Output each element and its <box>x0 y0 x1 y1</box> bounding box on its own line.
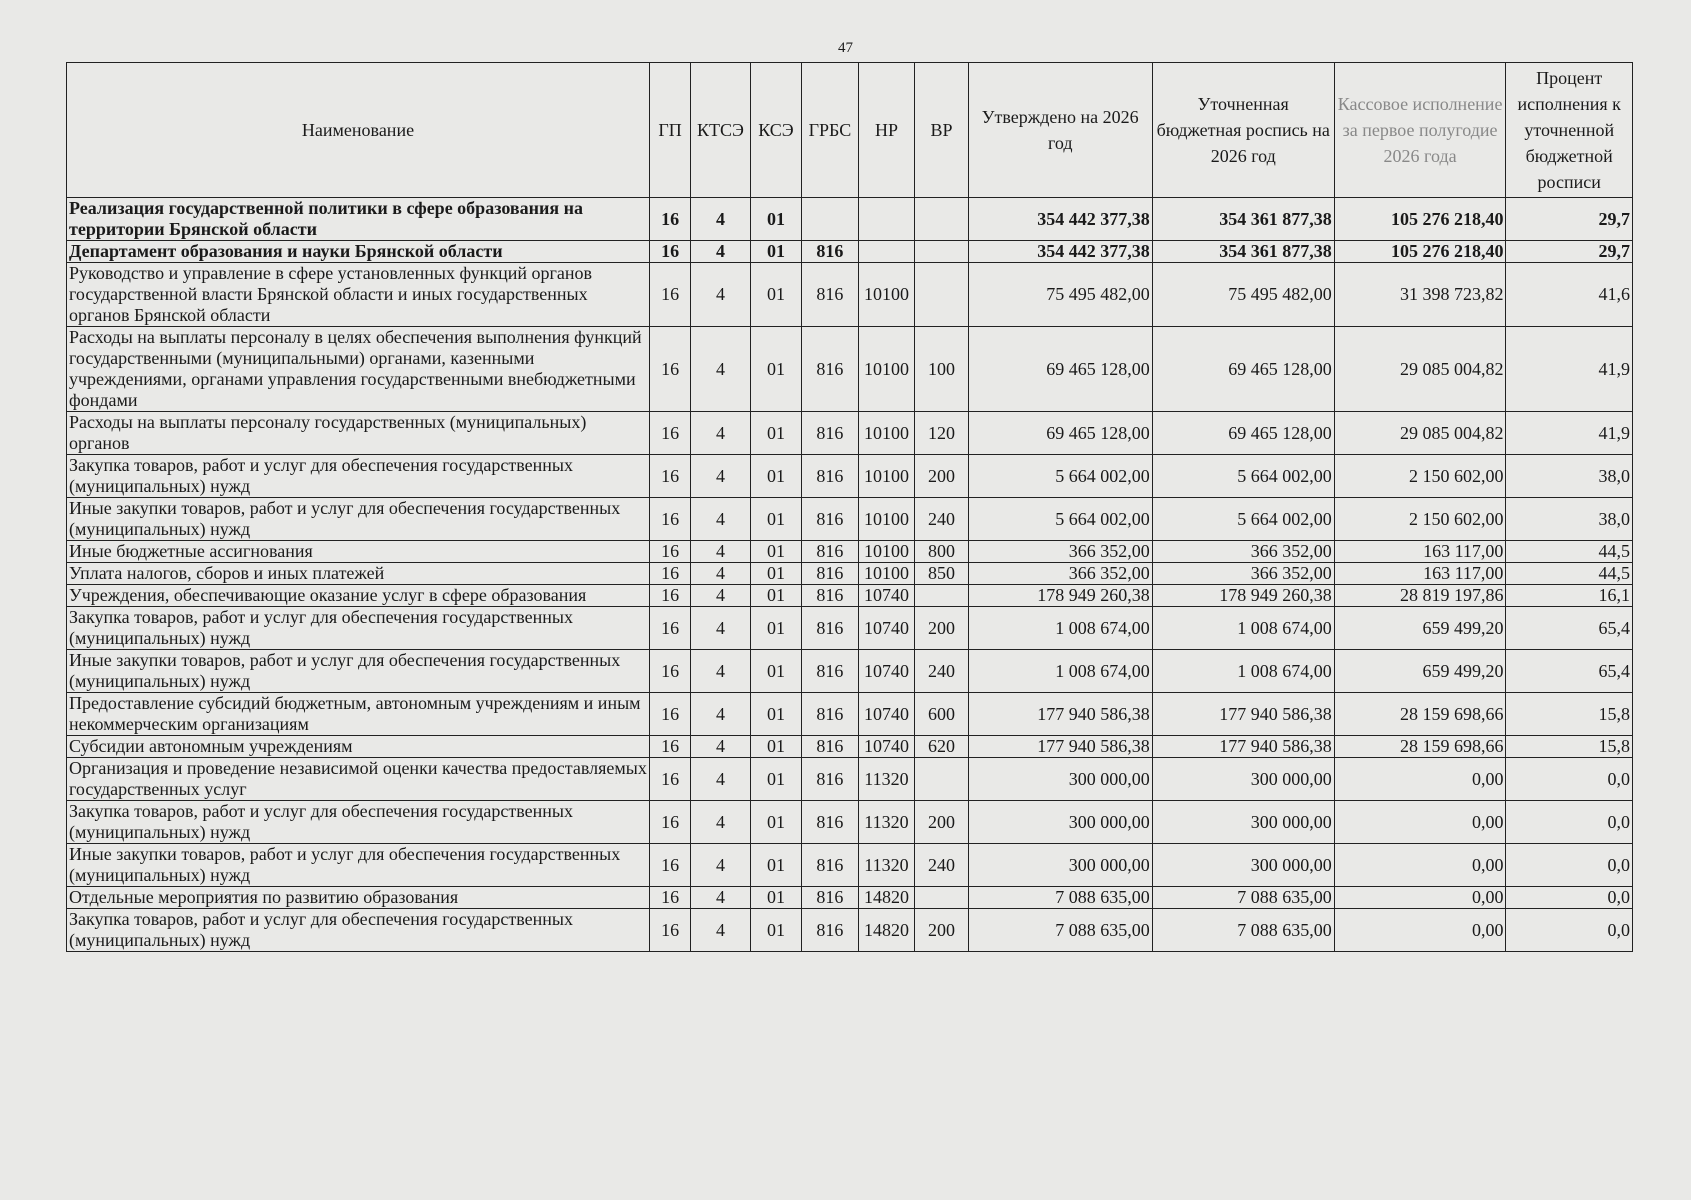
cell-vr: 120 <box>915 412 968 455</box>
cell-revised: 300 000,00 <box>1152 844 1334 887</box>
cell-name: Реализация государственной политики в сфере образования на территории Брянской области <box>67 198 650 241</box>
cell-nr: 14820 <box>858 909 915 952</box>
cell-percent: 29,7 <box>1506 241 1633 263</box>
cell-cash: 659 499,20 <box>1334 607 1506 650</box>
cell-kse: 01 <box>750 263 801 327</box>
cell-kse: 01 <box>750 650 801 693</box>
cell-nr: 10740 <box>858 585 915 607</box>
cell-gp: 16 <box>650 693 691 736</box>
cell-kse: 01 <box>750 412 801 455</box>
cell-gp: 16 <box>650 887 691 909</box>
cell-name: Отдельные мероприятия по развитию образования <box>67 887 650 909</box>
cell-cash: 29 085 004,82 <box>1334 327 1506 412</box>
cell-percent: 41,9 <box>1506 327 1633 412</box>
table-row <box>67 887 1633 909</box>
table-row <box>67 563 1633 585</box>
cell-vr <box>915 198 968 241</box>
cell-grbs: 816 <box>802 455 859 498</box>
cell-ktse: 4 <box>691 844 751 887</box>
header-ktse: КТСЭ <box>691 63 751 198</box>
cell-kse: 01 <box>750 693 801 736</box>
cell-vr: 200 <box>915 909 968 952</box>
cell-cash: 29 085 004,82 <box>1334 412 1506 455</box>
cell-gp: 16 <box>650 607 691 650</box>
page-number: 47 <box>838 40 853 56</box>
cell-percent: 41,9 <box>1506 412 1633 455</box>
cell-percent: 0,0 <box>1506 801 1633 844</box>
table-row <box>67 909 1633 952</box>
cell-nr: 11320 <box>858 758 915 801</box>
cell-revised: 75 495 482,00 <box>1152 263 1334 327</box>
cell-revised: 69 465 128,00 <box>1152 412 1334 455</box>
cell-kse: 01 <box>750 801 801 844</box>
cell-approved: 354 442 377,38 <box>968 198 1152 241</box>
cell-approved: 7 088 635,00 <box>968 887 1152 909</box>
cell-grbs: 816 <box>802 736 859 758</box>
cell-approved: 69 465 128,00 <box>968 327 1152 412</box>
cell-ktse: 4 <box>691 198 751 241</box>
cell-grbs: 816 <box>802 263 859 327</box>
cell-name: Расходы на выплаты персоналу в целях обеспечения выполнения функций государственными (муниципальными) органами, казенными учреждениями, органами управления государственными внебюджетными фондами <box>67 327 650 412</box>
cell-percent: 16,1 <box>1506 585 1633 607</box>
cell-vr <box>915 241 968 263</box>
cell-approved: 300 000,00 <box>968 844 1152 887</box>
cell-cash: 28 159 698,66 <box>1334 693 1506 736</box>
cell-name: Закупка товаров, работ и услуг для обеспечения государственных (муниципальных) нужд <box>67 455 650 498</box>
cell-revised: 178 949 260,38 <box>1152 585 1334 607</box>
table-row <box>67 844 1633 887</box>
header-row <box>67 63 1633 198</box>
cell-nr: 10100 <box>858 498 915 541</box>
table-row <box>67 758 1633 801</box>
cell-ktse: 4 <box>691 736 751 758</box>
cell-approved: 5 664 002,00 <box>968 455 1152 498</box>
cell-vr: 100 <box>915 327 968 412</box>
cell-nr: 10100 <box>858 563 915 585</box>
cell-name: Уплата налогов, сборов и иных платежей <box>67 563 650 585</box>
cell-grbs: 816 <box>802 585 859 607</box>
cell-kse: 01 <box>750 563 801 585</box>
cell-kse: 01 <box>750 909 801 952</box>
table-row <box>67 736 1633 758</box>
cell-cash: 28 159 698,66 <box>1334 736 1506 758</box>
cell-grbs: 816 <box>802 498 859 541</box>
cell-percent: 29,7 <box>1506 198 1633 241</box>
header-kse: КСЭ <box>750 63 801 198</box>
cell-vr: 240 <box>915 844 968 887</box>
cell-approved: 300 000,00 <box>968 758 1152 801</box>
cell-revised: 366 352,00 <box>1152 541 1334 563</box>
cell-kse: 01 <box>750 736 801 758</box>
header-approved: Утверждено на 2026 год <box>968 63 1152 198</box>
header-grbs: ГРБС <box>802 63 859 198</box>
cell-ktse: 4 <box>691 498 751 541</box>
cell-percent: 0,0 <box>1506 758 1633 801</box>
cell-ktse: 4 <box>691 650 751 693</box>
cell-approved: 366 352,00 <box>968 541 1152 563</box>
cell-vr <box>915 585 968 607</box>
cell-nr <box>858 241 915 263</box>
table-row <box>67 198 1633 241</box>
cell-nr: 14820 <box>858 887 915 909</box>
cell-name: Учреждения, обеспечивающие оказание услуг в сфере образования <box>67 585 650 607</box>
cell-grbs: 816 <box>802 650 859 693</box>
cell-kse: 01 <box>750 541 801 563</box>
cell-percent: 0,0 <box>1506 909 1633 952</box>
cell-grbs: 816 <box>802 844 859 887</box>
cell-approved: 178 949 260,38 <box>968 585 1152 607</box>
cell-gp: 16 <box>650 801 691 844</box>
cell-percent: 38,0 <box>1506 455 1633 498</box>
cell-vr: 240 <box>915 650 968 693</box>
cell-cash: 0,00 <box>1334 909 1506 952</box>
cell-gp: 16 <box>650 241 691 263</box>
cell-nr: 10100 <box>858 263 915 327</box>
cell-grbs: 816 <box>802 607 859 650</box>
cell-percent: 65,4 <box>1506 650 1633 693</box>
cell-cash: 163 117,00 <box>1334 541 1506 563</box>
table-row <box>67 693 1633 736</box>
cell-grbs: 816 <box>802 412 859 455</box>
cell-revised: 7 088 635,00 <box>1152 909 1334 952</box>
cell-approved: 354 442 377,38 <box>968 241 1152 263</box>
table-row <box>67 455 1633 498</box>
table-row <box>67 541 1633 563</box>
cell-cash: 105 276 218,40 <box>1334 241 1506 263</box>
cell-grbs: 816 <box>802 693 859 736</box>
cell-nr: 11320 <box>858 844 915 887</box>
cell-name: Закупка товаров, работ и услуг для обеспечения государственных (муниципальных) нужд <box>67 909 650 952</box>
cell-percent: 0,0 <box>1506 844 1633 887</box>
cell-revised: 5 664 002,00 <box>1152 455 1334 498</box>
cell-ktse: 4 <box>691 887 751 909</box>
cell-gp: 16 <box>650 498 691 541</box>
cell-approved: 1 008 674,00 <box>968 650 1152 693</box>
cell-name: Организация и проведение независимой оценки качества предоставляемых государственных услуг <box>67 758 650 801</box>
cell-gp: 16 <box>650 263 691 327</box>
cell-vr: 850 <box>915 563 968 585</box>
cell-grbs: 816 <box>802 327 859 412</box>
cell-percent: 15,8 <box>1506 736 1633 758</box>
cell-vr <box>915 263 968 327</box>
table-row <box>67 650 1633 693</box>
cell-gp: 16 <box>650 909 691 952</box>
budget-table <box>66 62 1633 952</box>
cell-ktse: 4 <box>691 412 751 455</box>
cell-vr: 200 <box>915 455 968 498</box>
cell-nr: 10740 <box>858 607 915 650</box>
cell-nr <box>858 198 915 241</box>
cell-grbs: 816 <box>802 909 859 952</box>
cell-approved: 300 000,00 <box>968 801 1152 844</box>
table-row <box>67 263 1633 327</box>
table-body <box>67 198 1633 952</box>
cell-ktse: 4 <box>691 693 751 736</box>
cell-kse: 01 <box>750 455 801 498</box>
cell-kse: 01 <box>750 241 801 263</box>
cell-kse: 01 <box>750 498 801 541</box>
cell-approved: 75 495 482,00 <box>968 263 1152 327</box>
cell-gp: 16 <box>650 844 691 887</box>
cell-ktse: 4 <box>691 607 751 650</box>
cell-revised: 1 008 674,00 <box>1152 650 1334 693</box>
cell-cash: 0,00 <box>1334 801 1506 844</box>
cell-vr <box>915 887 968 909</box>
cell-revised: 1 008 674,00 <box>1152 607 1334 650</box>
cell-grbs: 816 <box>802 887 859 909</box>
header-percent: Процент исполнения к уточненной бюджетной росписи <box>1506 63 1633 198</box>
cell-approved: 7 088 635,00 <box>968 909 1152 952</box>
cell-revised: 354 361 877,38 <box>1152 241 1334 263</box>
cell-cash: 659 499,20 <box>1334 650 1506 693</box>
cell-nr: 10100 <box>858 541 915 563</box>
cell-approved: 177 940 586,38 <box>968 736 1152 758</box>
cell-cash: 0,00 <box>1334 758 1506 801</box>
cell-gp: 16 <box>650 585 691 607</box>
cell-percent: 44,5 <box>1506 563 1633 585</box>
cell-revised: 366 352,00 <box>1152 563 1334 585</box>
cell-vr: 240 <box>915 498 968 541</box>
cell-revised: 69 465 128,00 <box>1152 327 1334 412</box>
cell-gp: 16 <box>650 650 691 693</box>
cell-ktse: 4 <box>691 455 751 498</box>
cell-name: Предоставление субсидий бюджетным, автономным учреждениям и иным некоммерческим организациям <box>67 693 650 736</box>
cell-grbs <box>802 198 859 241</box>
cell-name: Закупка товаров, работ и услуг для обеспечения государственных (муниципальных) нужд <box>67 607 650 650</box>
header-vr: ВР <box>915 63 968 198</box>
cell-grbs: 816 <box>802 758 859 801</box>
cell-cash: 2 150 602,00 <box>1334 498 1506 541</box>
cell-cash: 0,00 <box>1334 844 1506 887</box>
cell-ktse: 4 <box>691 241 751 263</box>
cell-vr <box>915 758 968 801</box>
cell-kse: 01 <box>750 607 801 650</box>
cell-approved: 366 352,00 <box>968 563 1152 585</box>
table-row <box>67 585 1633 607</box>
cell-gp: 16 <box>650 541 691 563</box>
cell-name: Руководство и управление в сфере установленных функций органов государственной власти Брянской области и иных государственных органов Брянской области <box>67 263 650 327</box>
cell-ktse: 4 <box>691 801 751 844</box>
cell-cash: 2 150 602,00 <box>1334 455 1506 498</box>
cell-nr: 10740 <box>858 736 915 758</box>
table-row <box>67 801 1633 844</box>
header-revised: Уточненная бюджетная роспись на 2026 год <box>1152 63 1334 198</box>
cell-name: Субсидии автономным учреждениям <box>67 736 650 758</box>
cell-name: Расходы на выплаты персоналу государственных (муниципальных) органов <box>67 412 650 455</box>
cell-approved: 5 664 002,00 <box>968 498 1152 541</box>
cell-vr: 200 <box>915 607 968 650</box>
cell-revised: 5 664 002,00 <box>1152 498 1334 541</box>
cell-name: Иные закупки товаров, работ и услуг для обеспечения государственных (муниципальных) нужд <box>67 650 650 693</box>
cell-gp: 16 <box>650 455 691 498</box>
cell-revised: 7 088 635,00 <box>1152 887 1334 909</box>
header-gp: ГП <box>650 63 691 198</box>
cell-revised: 300 000,00 <box>1152 801 1334 844</box>
cell-ktse: 4 <box>691 758 751 801</box>
cell-cash: 28 819 197,86 <box>1334 585 1506 607</box>
cell-ktse: 4 <box>691 563 751 585</box>
cell-cash: 163 117,00 <box>1334 563 1506 585</box>
cell-kse: 01 <box>750 887 801 909</box>
cell-percent: 44,5 <box>1506 541 1633 563</box>
cell-kse: 01 <box>750 758 801 801</box>
cell-gp: 16 <box>650 198 691 241</box>
cell-gp: 16 <box>650 736 691 758</box>
cell-kse: 01 <box>750 327 801 412</box>
cell-nr: 10740 <box>858 650 915 693</box>
table-row <box>67 498 1633 541</box>
header-cash: Кассовое исполнение за первое полугодие 2026 года <box>1334 63 1506 198</box>
cell-grbs: 816 <box>802 541 859 563</box>
cell-ktse: 4 <box>691 263 751 327</box>
cell-gp: 16 <box>650 412 691 455</box>
cell-kse: 01 <box>750 198 801 241</box>
cell-nr: 10740 <box>858 693 915 736</box>
cell-nr: 10100 <box>858 327 915 412</box>
table-row <box>67 327 1633 412</box>
cell-gp: 16 <box>650 327 691 412</box>
cell-percent: 41,6 <box>1506 263 1633 327</box>
cell-cash: 105 276 218,40 <box>1334 198 1506 241</box>
table-row <box>67 241 1633 263</box>
cell-percent: 0,0 <box>1506 887 1633 909</box>
cell-nr: 10100 <box>858 412 915 455</box>
cell-gp: 16 <box>650 563 691 585</box>
cell-vr: 800 <box>915 541 968 563</box>
cell-name: Иные закупки товаров, работ и услуг для обеспечения государственных (муниципальных) нужд <box>67 498 650 541</box>
cell-grbs: 816 <box>802 241 859 263</box>
cell-revised: 300 000,00 <box>1152 758 1334 801</box>
cell-percent: 65,4 <box>1506 607 1633 650</box>
cell-vr: 620 <box>915 736 968 758</box>
cell-revised: 354 361 877,38 <box>1152 198 1334 241</box>
cell-approved: 69 465 128,00 <box>968 412 1152 455</box>
cell-cash: 31 398 723,82 <box>1334 263 1506 327</box>
cell-kse: 01 <box>750 844 801 887</box>
cell-percent: 15,8 <box>1506 693 1633 736</box>
cell-name: Иные бюджетные ассигнования <box>67 541 650 563</box>
cell-vr: 600 <box>915 693 968 736</box>
cell-revised: 177 940 586,38 <box>1152 693 1334 736</box>
cell-nr: 10100 <box>858 455 915 498</box>
cell-ktse: 4 <box>691 541 751 563</box>
cell-grbs: 816 <box>802 801 859 844</box>
cell-ktse: 4 <box>691 327 751 412</box>
cell-name: Иные закупки товаров, работ и услуг для обеспечения государственных (муниципальных) нужд <box>67 844 650 887</box>
header-name: Наименование <box>67 63 650 198</box>
cell-approved: 1 008 674,00 <box>968 607 1152 650</box>
cell-revised: 177 940 586,38 <box>1152 736 1334 758</box>
header-nr: НР <box>858 63 915 198</box>
cell-name: Закупка товаров, работ и услуг для обеспечения государственных (муниципальных) нужд <box>67 801 650 844</box>
cell-cash: 0,00 <box>1334 887 1506 909</box>
cell-nr: 11320 <box>858 801 915 844</box>
table-row <box>67 607 1633 650</box>
cell-percent: 38,0 <box>1506 498 1633 541</box>
cell-approved: 177 940 586,38 <box>968 693 1152 736</box>
cell-gp: 16 <box>650 758 691 801</box>
cell-name: Департамент образования и науки Брянской области <box>67 241 650 263</box>
cell-vr: 200 <box>915 801 968 844</box>
cell-grbs: 816 <box>802 563 859 585</box>
cell-kse: 01 <box>750 585 801 607</box>
table-row <box>67 412 1633 455</box>
cell-ktse: 4 <box>691 909 751 952</box>
cell-ktse: 4 <box>691 585 751 607</box>
